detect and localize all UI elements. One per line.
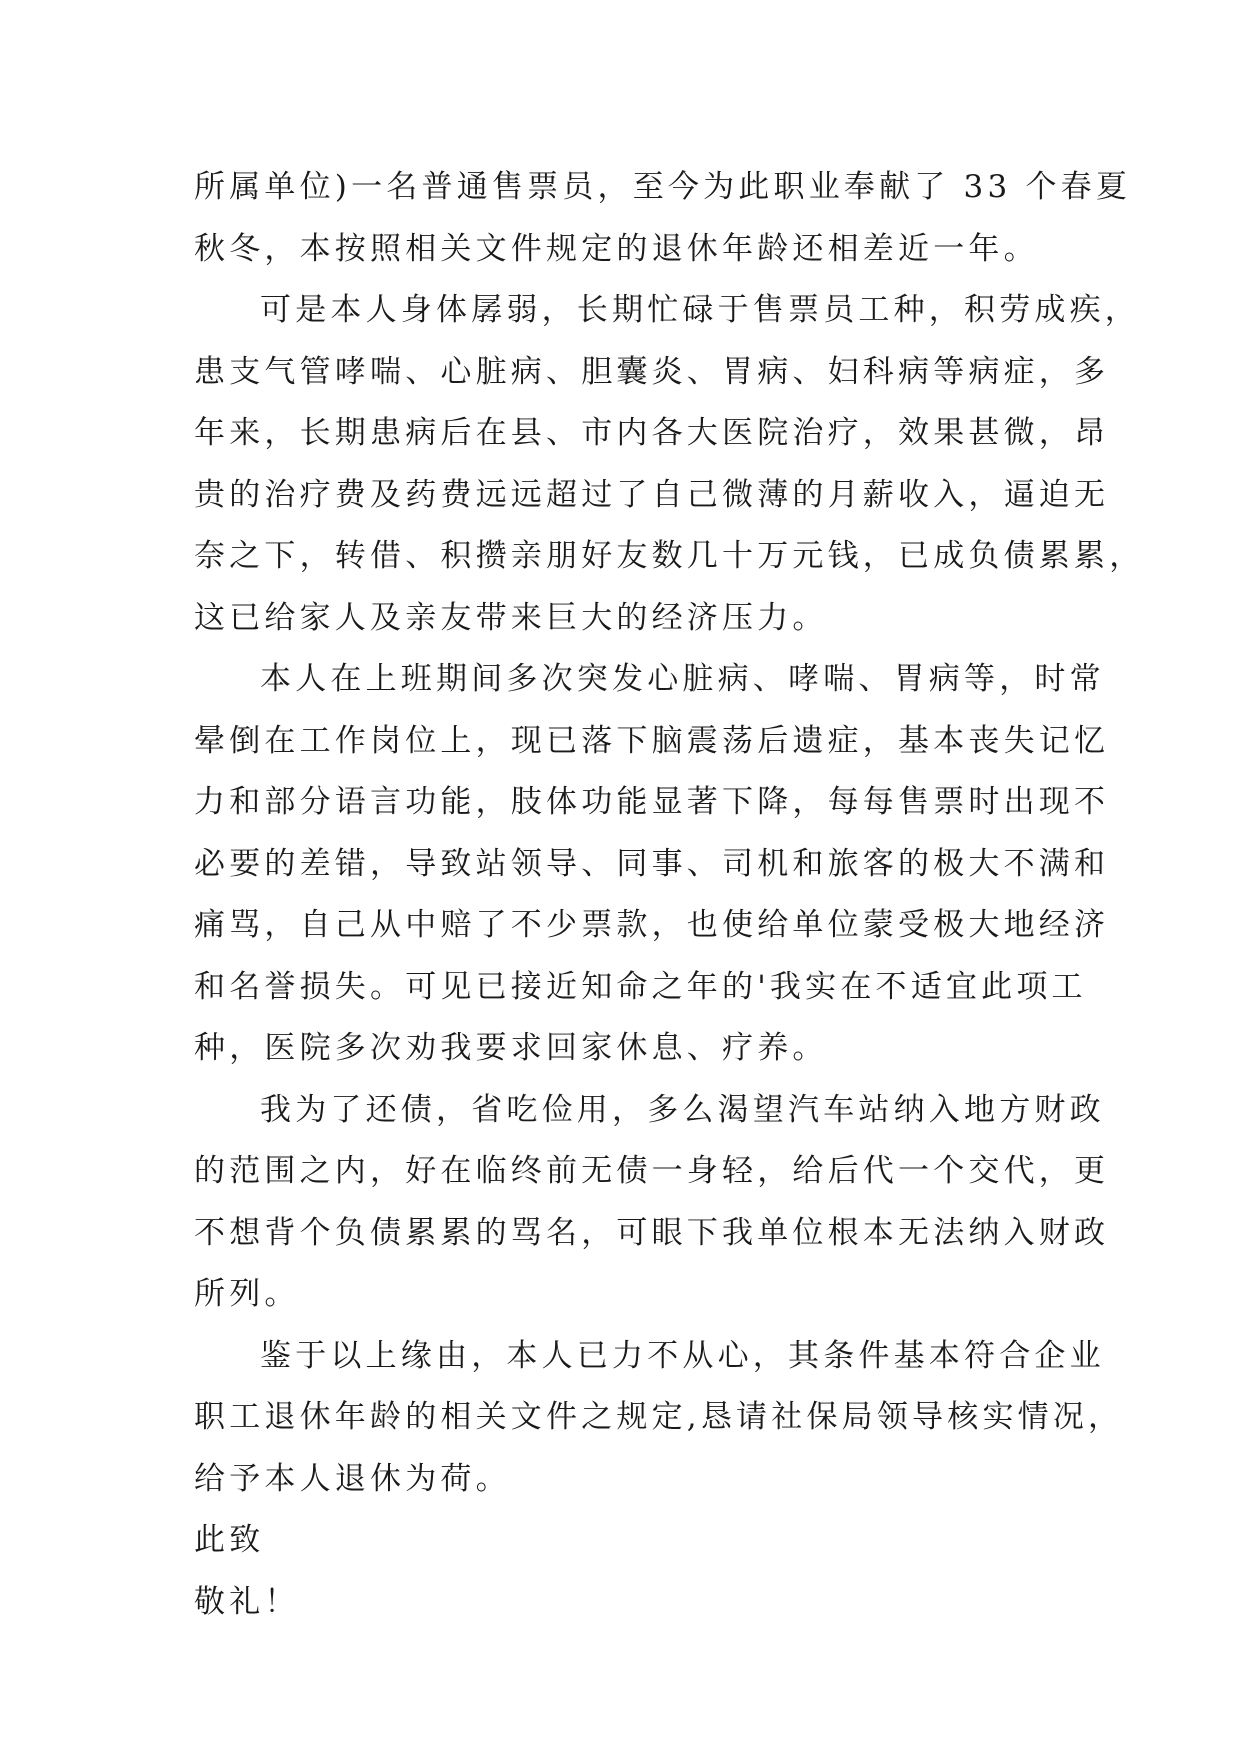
paragraph-first-line: 鉴于以上缘由，本人已力不从心，其条件基本符合企业 — [260, 1337, 1105, 1374]
text-line: 这已给家人及亲友带来巨大的经济压力。 — [194, 599, 828, 636]
text-line: 秋冬，本按照相关文件规定的退休年龄还相差近一年。 — [194, 230, 1039, 267]
text-line: 所属单位)一名普通售票员，至今为此职业奉献了 33 个春夏 — [194, 169, 1132, 205]
text-line: 所列。 — [194, 1276, 300, 1312]
letter-body — [194, 157, 1145, 1633]
paragraph-first-line: 本人在上班期间多次突发心脏病、哮喘、胃病等，时常 — [260, 661, 1105, 697]
paragraph-first-line: 可是本人身体孱弱，长期忙碌于售票员工种，积劳成疾， — [260, 292, 1140, 328]
text-line: 贵的治疗费及药费远远超过了自己微薄的月薪收入，逼迫无 — [194, 476, 1110, 513]
text-line: 必要的差错，导致站领导、同事、司机和旅客的极大不满和 — [194, 845, 1110, 882]
text-line: 力和部分语言功能，肢体功能显著下降，每每售票时出现不 — [194, 784, 1110, 820]
text-line: 种，医院多次劝我要求回家休息、疗养。 — [194, 1030, 828, 1066]
closing-regards: 敬礼！ — [194, 1583, 300, 1620]
text-line: 职工退休年龄的相关文件之规定,恳请社保局领导核实情况， — [194, 1399, 1124, 1435]
text-line: 痛骂，自己从中赔了不少票款，也使给单位蒙受极大地经济 — [194, 907, 1110, 943]
text-line: 患支气管哮喘、心脏病、胆囊炎、胃病、妇科病等病症，多 — [194, 353, 1110, 390]
text-line: 晕倒在工作岗位上，现已落下脑震荡后遗症，基本丧失记忆 — [194, 722, 1110, 759]
paragraph-first-line: 我为了还债，省吃俭用，多么渴望汽车站纳入地方财政 — [260, 1091, 1105, 1128]
text-line: 不想背个负债累累的骂名，可眼下我单位根本无法纳入财政 — [194, 1214, 1110, 1251]
text-line: 的范围之内，好在临终前无债一身轻，给后代一个交代，更 — [194, 1153, 1110, 1189]
text-line: 给予本人退休为荷。 — [194, 1460, 511, 1497]
text-line: 年来，长期患病后在县、市内各大医院治疗，效果甚微，昂 — [194, 415, 1110, 451]
closing-salutation: 此致 — [194, 1522, 265, 1558]
text-line: 奈之下，转借、积攒亲朋好友数几十万元钱，已成负债累累， — [194, 538, 1145, 574]
text-line: 和名誉损失。可见已接近知命之年的'我实在不适宜此项工 — [194, 968, 1087, 1005]
